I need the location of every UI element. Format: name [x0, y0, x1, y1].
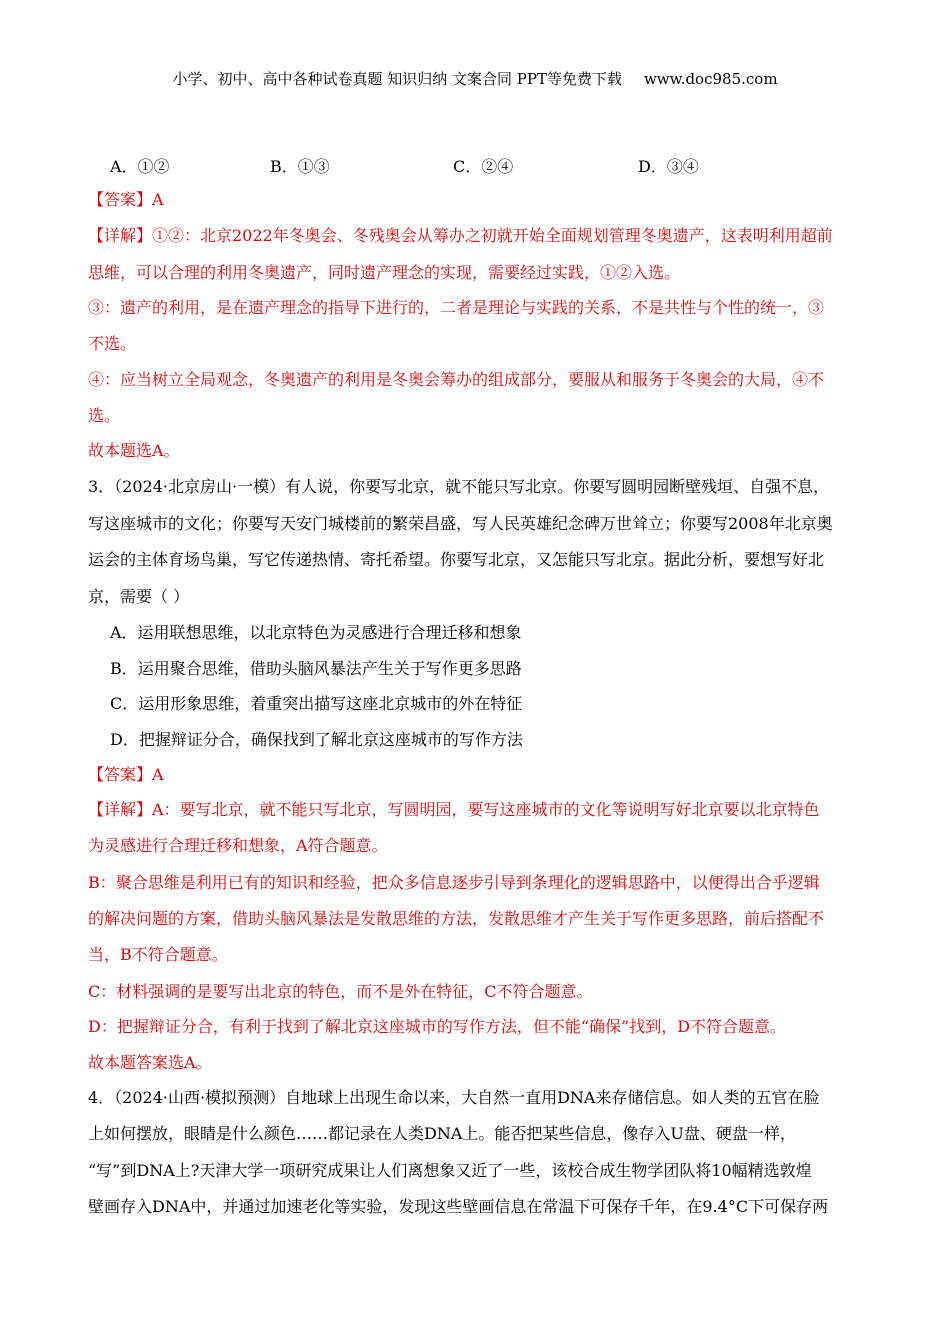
q2-detail-line: ④：应当树立全局观念，冬奥遗产的利用是冬奥会筹办的组成部分，要服从和服务于冬奥会的大局，④不 — [88, 370, 825, 389]
q3-option-c: C．运用形象思维，着重突出描写这座北京城市的外在特征 — [110, 694, 523, 713]
q3-stem-line: 京，需要（ ） — [88, 587, 190, 606]
q2-option-b: B．①③ — [270, 157, 330, 176]
q2-detail-line: 选。 — [88, 406, 121, 425]
q2-detail-line: 思维，可以合理的利用冬奥遗产，同时遗产理念的实现，需要经过实践，①②入选。 — [88, 263, 681, 282]
q3-stem-line: 3．（2024·北京房山·一模）有人说，你要写北京，就不能只写北京。你要写圆明园断壁残垣、自强不息， — [88, 477, 830, 496]
q2-detail-line: 【详解】①②：北京2022年冬奥会、冬残奥会从筹办之初就开始全面规划管理冬奥遗产，这表明利用超前 — [88, 226, 833, 245]
q3-stem-line: 写这座城市的文化；你要写天安门城楼前的繁荣昌盛，写人民英雄纪念碑万世耸立；你要写2008年北京奥 — [88, 514, 833, 533]
header-site: www.doc985.com — [643, 70, 778, 88]
q3-detail-line: 为灵感进行合理迁移和想象，A符合题意。 — [88, 836, 388, 855]
header-text: 小学、初中、高中各种试卷真题 知识归纳 文案合同 PPT等免费下载 — [172, 70, 622, 88]
q3-option-a: A．运用联想思维，以北京特色为灵感进行合理迁移和想象 — [110, 623, 522, 642]
q3-conclusion: 故本题答案选A。 — [88, 1053, 212, 1072]
q3-answer: 【答案】A — [88, 765, 164, 784]
q3-detail-line: 当，B不符合题意。 — [88, 945, 228, 964]
q3-detail-line: B：聚合思维是利用已有的知识和经验，把众多信息逐步引导到条理化的逻辑思路中，以便得出合乎逻辑 — [88, 873, 820, 892]
q2-option-a: A．①② — [110, 157, 170, 176]
q2-conclusion: 故本题选A。 — [88, 441, 180, 460]
q4-stem-line: 壁画存入DNA中，并通过加速老化等实验，发现这些壁画信息在常温下可保存千年，在9.4°C下可保存两 — [88, 1197, 829, 1216]
page-header — [0, 68, 950, 89]
q4-stem-line: 上如何摆放，眼睛是什么颜色……都记录在人类DNA上。能否把某些信息，像存入U盘、硬盘一样， — [88, 1124, 796, 1143]
q4-stem-line: “写”到DNA上?天津大学一项研究成果让人们离想象又近了一些，该校合成生物学团队将10幅精选敦煌 — [88, 1161, 812, 1180]
q2-detail-line: 不选。 — [88, 334, 137, 353]
q4-stem-line: 4．（2024·山西·模拟预测）自地球上出现生命以来，大自然一直用DNA来存储信息。如人类的五官在脸 — [88, 1088, 820, 1107]
q3-detail-line: D：把握辩证分合，有利于找到了解北京这座城市的写作方法，但不能“确保”找到，D不符合题意。 — [88, 1017, 787, 1036]
q3-option-d: D．把握辩证分合，确保找到了解北京这座城市的写作方法 — [110, 730, 523, 749]
q3-detail-line: 的解决问题的方案，借助头脑风暴法是发散思维的方法，发散思维才产生关于写作更多思路，前后搭配不 — [88, 909, 825, 928]
q3-detail-line: 【详解】A：要写北京，就不能只写北京，写圆明园，要写这座城市的文化等说明写好北京要以北京特色 — [88, 800, 820, 819]
q2-options — [110, 154, 870, 176]
q3-option-b: B．运用聚合思维，借助头脑风暴法产生关于写作更多思路 — [110, 659, 522, 678]
q3-detail-line: C：材料强调的是要写出北京的特色，而不是外在特征，C不符合题意。 — [88, 982, 593, 1001]
q2-detail-line: ③：遗产的利用，是在遗产理念的指导下进行的，二者是理论与实践的关系，不是共性与个性的统一，③ — [88, 298, 825, 317]
q2-answer: 【答案】A — [88, 190, 164, 209]
q2-option-c: C．②④ — [453, 157, 514, 176]
q2-option-d: D．③④ — [638, 157, 699, 176]
q3-stem-line: 运会的主体育场鸟巢，写它传递热情、寄托希望。你要写北京，又怎能只写北京。据此分析，要想写好北 — [88, 550, 825, 569]
